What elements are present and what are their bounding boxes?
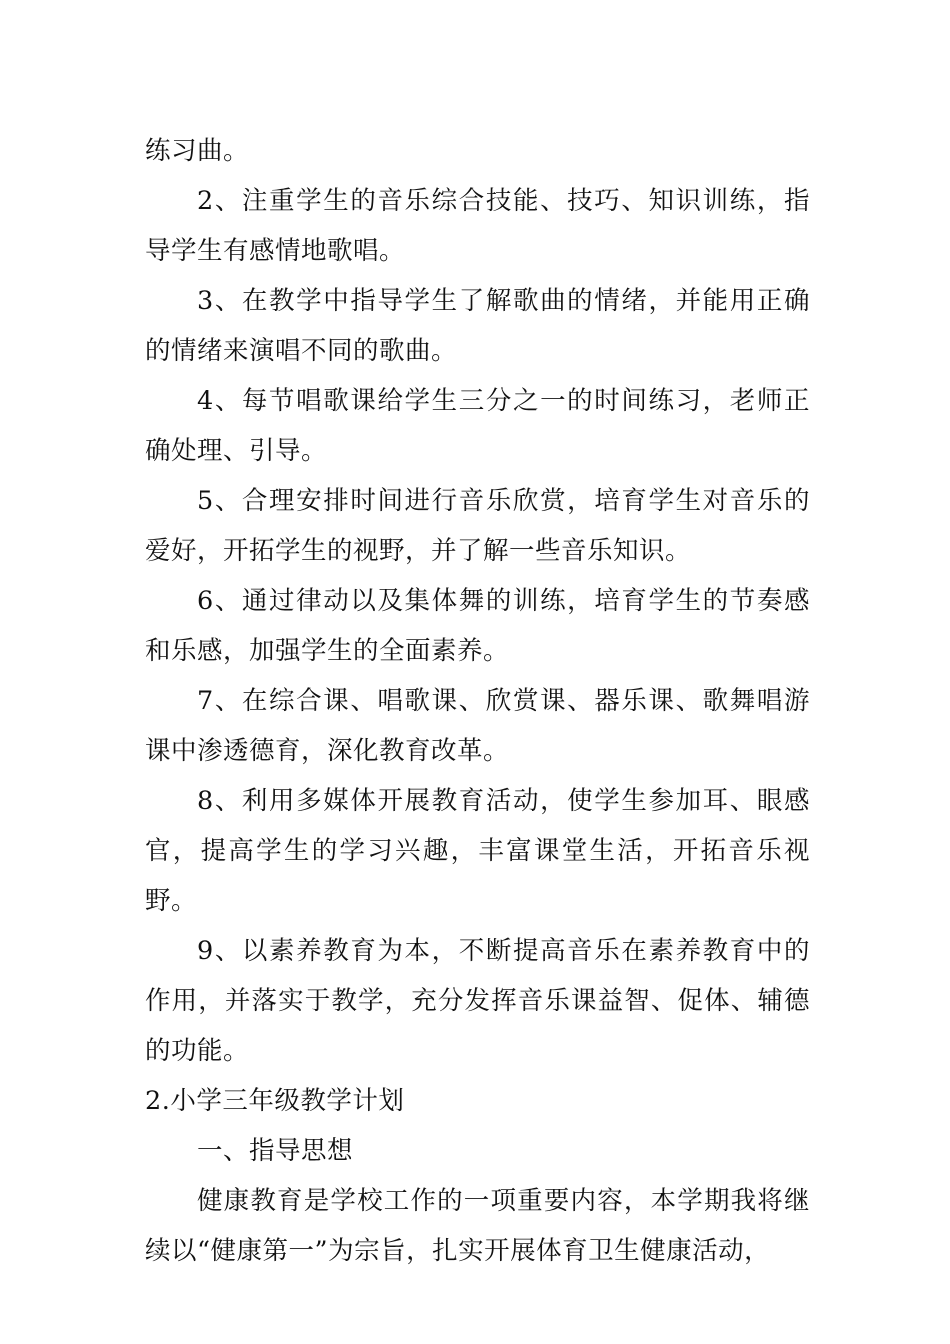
list-item-8: 8、利用多媒体开展教育活动，使学生参加耳、眼感官，提高学生的学习兴趣，丰富课堂生活，开拓音乐视野。 (145, 786, 810, 916)
list-item-7: 7、在综合课、唱歌课、欣赏课、器乐课、歌舞唱游课中渗透德育，深化教育改革。 (145, 686, 810, 766)
list-item-9: 9、以素养教育为本，不断提高音乐在素养教育中的作用，并落实于教学，充分发挥音乐课益智、促体、辅德的功能。 (145, 936, 810, 1066)
document-body (145, 126, 810, 1276)
list-item-4: 4、每节唱歌课给学生三分之一的时间练习，老师正确处理、引导。 (145, 386, 810, 466)
section-title: 2.小学三年级教学计划 (145, 1086, 405, 1116)
body-paragraph: 健康教育是学校工作的一项重要内容，本学期我将继续以“健康第一”为宗旨，扎实开展体育卫生健康活动， (145, 1186, 810, 1266)
list-item-6: 6、通过律动以及集体舞的训练，培育学生的节奏感和乐感，加强学生的全面素养。 (145, 586, 810, 666)
subsection-title: 一、指导思想 (197, 1136, 354, 1166)
list-item-3: 3、在教学中指导学生了解歌曲的情绪，并能用正确的情绪来演唱不同的歌曲。 (145, 286, 810, 366)
list-item-2: 2、注重学生的音乐综合技能、技巧、知识训练，指导学生有感情地歌唱。 (145, 186, 810, 266)
list-item-5: 5、合理安排时间进行音乐欣赏，培育学生对音乐的爱好，开拓学生的视野，并了解一些音乐知识。 (145, 486, 810, 566)
paragraph-0: 练习曲。 (145, 136, 250, 166)
